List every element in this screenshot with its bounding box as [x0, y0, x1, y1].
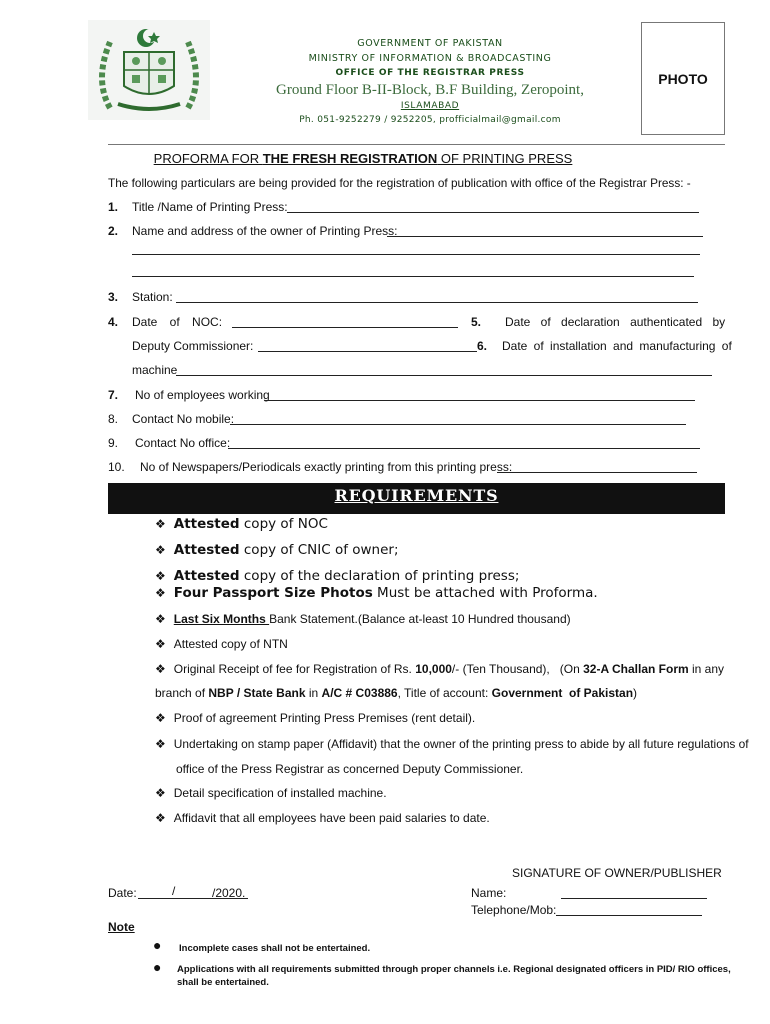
name-label: Name:: [471, 886, 507, 900]
account-number: A/C # C03886: [321, 686, 398, 700]
requirement-item: [155, 542, 399, 558]
telephone-field[interactable]: [556, 915, 702, 916]
field-number: 10.: [108, 460, 125, 474]
requirement-text: /- (Ten Thousand), (On: [451, 662, 584, 676]
requirement-bold: Attested: [173, 516, 240, 532]
field-label-noc-date: Date of NOC:: [132, 315, 223, 329]
field-number: 6.: [477, 339, 488, 353]
diamond-bullet-icon: ❖: [155, 543, 166, 557]
note-item: Incomplete cases shall not be entertained.: [179, 943, 371, 954]
field-label-machine: machine: [132, 363, 178, 377]
field-number: 8.: [108, 412, 119, 426]
date-year: /2020.: [212, 886, 246, 900]
requirement-item: [155, 711, 475, 725]
field-number: 2.: [108, 224, 119, 238]
form-title-pre: PROFORMA FOR: [153, 151, 263, 166]
account-title: Government of Pakistan: [491, 686, 634, 700]
installation-date-field[interactable]: [176, 375, 712, 376]
diamond-bullet-icon: ❖: [155, 637, 166, 651]
header-city: ISLAMABAD: [400, 101, 460, 111]
owner-address-line-2[interactable]: [132, 276, 694, 277]
requirement-text: Affidavit that all employees have been paid salaries to date.: [173, 811, 490, 825]
bullet-icon: ●: [153, 959, 162, 975]
requirement-text: copy of CNIC of owner;: [239, 542, 399, 558]
requirement-text: Must be attached with Proforma.: [372, 585, 598, 601]
field-number: 9.: [108, 436, 119, 450]
field-label-station: Station:: [132, 290, 173, 304]
field-label-newspapers: No of Newspapers/Periodicals exactly printing from this printing press:: [140, 460, 513, 474]
field-number: 4.: [108, 315, 119, 329]
requirement-text: Undertaking on stamp paper (Affidavit) that the owner of the printing press to abide by all future regulations of: [173, 737, 749, 751]
requirement-text: branch of: [155, 686, 209, 700]
signature-label: SIGNATURE OF OWNER/PUBLISHER: [512, 866, 722, 880]
diamond-bullet-icon: ❖: [155, 586, 166, 600]
field-label-press-name: Title /Name of Printing Press:: [132, 200, 288, 214]
header-office: OFFICE OF THE REGISTRAR PRESS: [335, 68, 525, 78]
requirement-text: in any: [688, 662, 725, 676]
header-ministry: MINISTRY OF INFORMATION & BROADCASTING: [308, 53, 552, 64]
requirement-item-fee-line2: [155, 686, 637, 700]
owner-address-line-1[interactable]: [132, 254, 700, 255]
requirement-item: [155, 786, 387, 800]
field-label-declaration-date: Date of declaration authenticated by: [505, 315, 726, 329]
requirement-bold: Four Passport Size Photos: [173, 585, 373, 601]
date-slash: /: [172, 884, 176, 898]
requirement-item-fee: [155, 662, 724, 676]
requirement-item: [155, 737, 749, 751]
form-title: [108, 151, 618, 166]
field-number: 1.: [108, 200, 119, 214]
diamond-bullet-icon: ❖: [155, 811, 166, 825]
owner-field[interactable]: [387, 236, 703, 237]
header-divider: [108, 144, 725, 145]
requirement-item: [155, 612, 571, 626]
requirement-bold: Attested: [173, 542, 240, 558]
requirement-item: [155, 811, 490, 825]
fee-amount: 10,000: [415, 662, 452, 676]
bank-name: NBP / State Bank: [208, 686, 306, 700]
form-intro: The following particulars are being provided for the registration of publication with office of the Registrar Press: -: [108, 176, 691, 190]
requirement-text: Detail specification of installed machine.: [173, 786, 387, 800]
noc-date-field[interactable]: [232, 327, 458, 328]
header-government: GOVERNMENT OF PAKISTAN: [357, 38, 503, 49]
date-label: Date:: [108, 886, 137, 900]
diamond-bullet-icon: ❖: [155, 612, 166, 626]
header-contact: Ph. 051-9252279 / 9252205, profficialmail@gmail.com: [299, 115, 561, 125]
requirement-item-cont: office of the Press Registrar as concerned Deputy Commissioner.: [176, 762, 524, 776]
telephone-label: Telephone/Mob:: [471, 903, 557, 917]
diamond-bullet-icon: ❖: [155, 737, 166, 751]
requirement-bold: Attested: [173, 568, 240, 584]
requirement-item: [155, 568, 519, 584]
requirement-bold: Last Six Months: [173, 612, 270, 626]
requirement-text: ): [633, 686, 638, 700]
diamond-bullet-icon: ❖: [155, 711, 166, 725]
requirement-item: [155, 637, 288, 651]
field-number: 3.: [108, 290, 119, 304]
field-label-installation-date: Date of installation and manufacturing of: [502, 339, 732, 353]
diamond-bullet-icon: ❖: [155, 569, 166, 583]
field-label-deputy-commissioner: Deputy Commissioner:: [132, 339, 254, 353]
note-heading: Note: [108, 920, 135, 934]
pakistan-emblem-icon: [88, 20, 210, 120]
requirement-text: Attested copy of NTN: [173, 637, 288, 651]
requirement-item: [155, 585, 598, 601]
requirements-heading: REQUIREMENTS: [108, 483, 725, 514]
photo-box[interactable]: [641, 22, 725, 135]
employees-field[interactable]: [265, 400, 695, 401]
diamond-bullet-icon: ❖: [155, 662, 166, 676]
requirement-text: copy of NOC: [239, 516, 328, 532]
note-item: Applications with all requirements submitted through proper channels i.e. Regional designated officers in PID/ RIO offices,: [177, 964, 731, 975]
header-address: Ground Floor B-II-Block, B.F Building, Zeropoint,: [276, 82, 584, 98]
requirement-item: [155, 516, 328, 532]
name-field[interactable]: [561, 898, 707, 899]
photo-label: PHOTO: [658, 70, 708, 87]
note-item-cont: shall be entertained.: [177, 977, 269, 988]
field-label-office-phone: Contact No office:: [135, 436, 231, 450]
mobile-field[interactable]: [230, 424, 686, 425]
field-number: 5.: [471, 315, 482, 329]
requirement-text: in: [305, 686, 322, 700]
station-field[interactable]: [176, 302, 698, 303]
requirement-text: Original Receipt of fee for Registration of Rs.: [173, 662, 416, 676]
requirement-text: copy of the declaration of printing press;: [239, 568, 520, 584]
field-label-owner: Name and address of the owner of Printing Press:: [132, 224, 398, 238]
field-number: 7.: [108, 388, 119, 402]
diamond-bullet-icon: ❖: [155, 786, 166, 800]
form-title-post: OF PRINTING PRESS: [437, 151, 573, 166]
challan-form: 32-A Challan Form: [583, 662, 689, 676]
newspapers-field[interactable]: [497, 472, 697, 473]
requirement-text: , Title of account:: [397, 686, 492, 700]
diamond-bullet-icon: ❖: [155, 517, 166, 531]
press-name-field[interactable]: [287, 212, 699, 213]
bullet-icon: ●: [153, 937, 162, 953]
requirement-text: Proof of agreement Printing Press Premises (rent detail).: [173, 711, 476, 725]
form-title-bold: THE FRESH REGISTRATION: [262, 151, 438, 166]
field-label-mobile: Contact No mobile:: [132, 412, 235, 426]
requirement-text: Bank Statement.(Balance at-least 10 Hundred thousand): [269, 612, 571, 626]
office-phone-field[interactable]: [228, 448, 700, 449]
field-label-employees: No of employees working: [135, 388, 270, 402]
declaration-date-field[interactable]: [258, 351, 477, 352]
